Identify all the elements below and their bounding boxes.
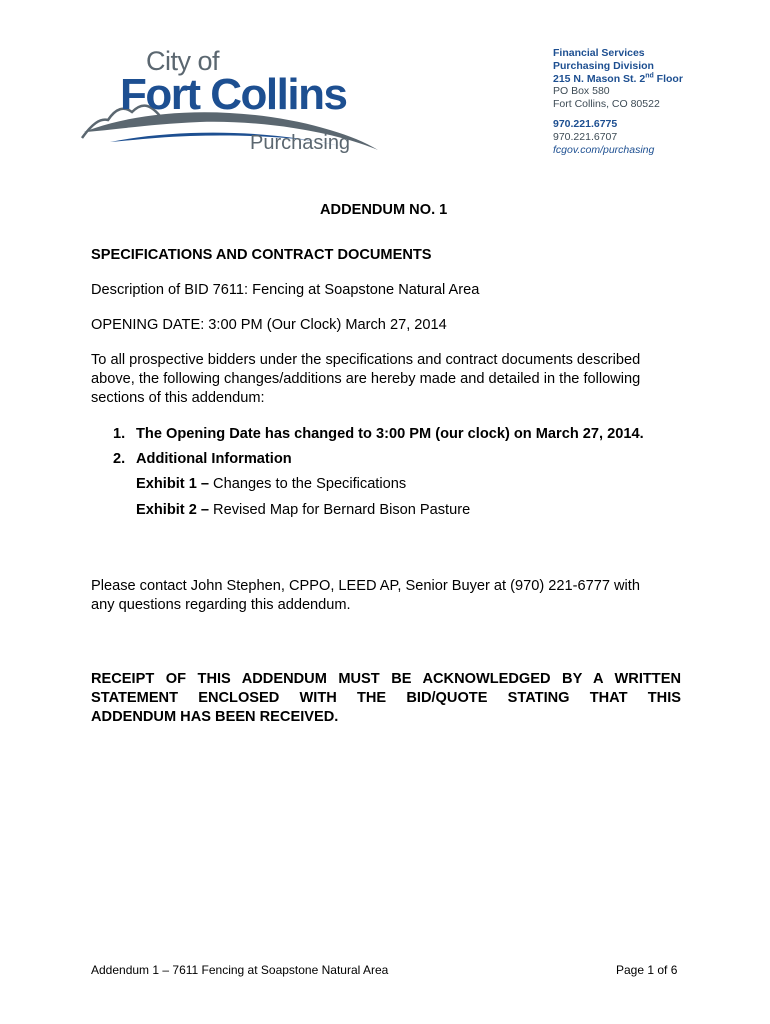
section-heading: SPECIFICATIONS AND CONTRACT DOCUMENTS bbox=[91, 247, 432, 263]
intro-line: above, the following changes/additions are hereby made and detailed in the following bbox=[91, 371, 641, 387]
list-item-opening-date-change: The Opening Date has changed to 3:00 PM (our clock) on March 27, 2014. bbox=[136, 426, 644, 442]
receipt-line: ADDENDUM HAS BEEN RECEIVED. bbox=[91, 709, 339, 725]
contact-po-box: PO Box 580 bbox=[553, 85, 610, 98]
contact-city-state: Fort Collins, CO 80522 bbox=[553, 98, 660, 111]
city-logo bbox=[80, 46, 390, 158]
logo-purchasing: Purchasing bbox=[250, 132, 351, 154]
footer-title: Addendum 1 – 7611 Fencing at Soapstone Natural Area bbox=[91, 963, 389, 977]
list-item-number: 1. bbox=[113, 426, 126, 442]
list-item-number: 2. bbox=[113, 451, 126, 467]
contact-website-link[interactable]: fcgov.com/purchasing bbox=[553, 143, 655, 156]
receipt-line: STATEMENT ENCLOSED WITH THE BID/QUOTE STATING THAT THIS bbox=[91, 690, 681, 706]
exhibit-2: Exhibit 2 – Revised Map for Bernard Bison Pasture bbox=[136, 502, 471, 518]
contact-division: Purchasing Division bbox=[553, 59, 654, 72]
contact-line: Please contact John Stephen, CPPO, LEED AP, Senior Buyer at (970) 221-6777 with bbox=[91, 578, 640, 594]
logo-fort-collins: Fort Collins bbox=[120, 70, 347, 119]
contact-block bbox=[553, 47, 683, 156]
list-item-additional-info: Additional Information bbox=[136, 451, 292, 467]
exhibit-1: Exhibit 1 – Changes to the Specifications bbox=[136, 476, 407, 492]
footer-page-number: Page 1 of 6 bbox=[616, 963, 678, 977]
contact-street: 215 N. Mason St. 2nd Floor bbox=[553, 72, 683, 85]
addendum-title: ADDENDUM NO. 1 bbox=[320, 202, 448, 218]
logo-city-of: City of bbox=[146, 46, 220, 76]
bid-description: Description of BID 7611: Fencing at Soapstone Natural Area bbox=[91, 282, 480, 298]
intro-line: sections of this addendum: bbox=[91, 390, 265, 406]
contact-phone: 970.221.6775 bbox=[553, 117, 618, 130]
contact-fax: 970.221.6707 bbox=[553, 130, 618, 143]
contact-line: any questions regarding this addendum. bbox=[91, 597, 351, 613]
opening-date: OPENING DATE: 3:00 PM (Our Clock) March 27, 2014 bbox=[91, 317, 447, 333]
contact-dept: Financial Services bbox=[553, 47, 645, 59]
intro-line: To all prospective bidders under the specifications and contract documents described bbox=[91, 352, 641, 368]
receipt-line: RECEIPT OF THIS ADDENDUM MUST BE ACKNOWLEDGED BY A WRITTEN bbox=[91, 671, 681, 687]
